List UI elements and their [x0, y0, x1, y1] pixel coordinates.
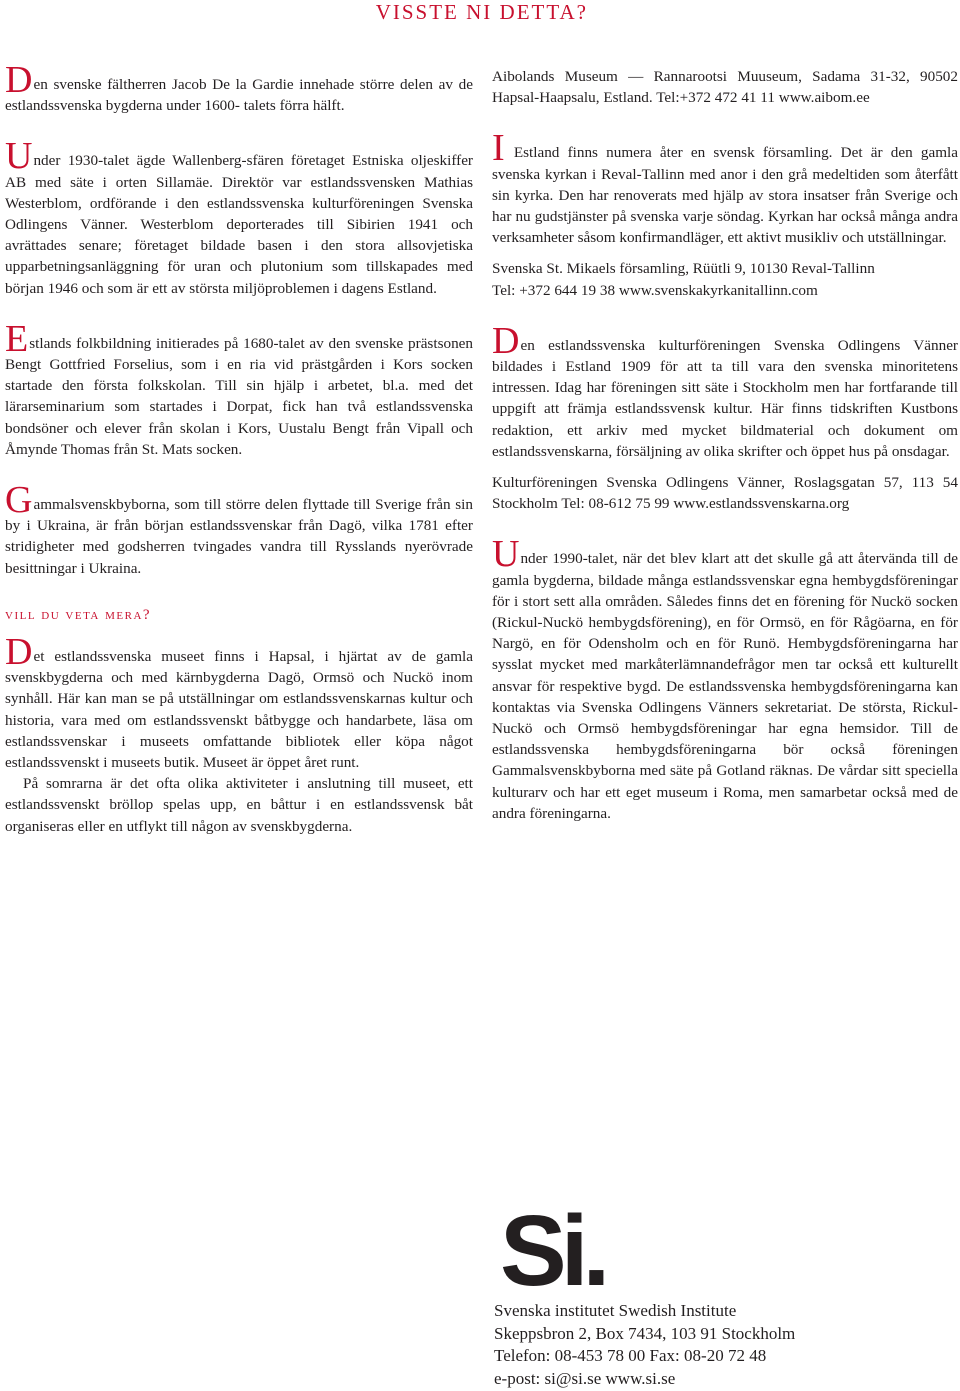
drop-cap: D — [5, 631, 33, 674]
left-column — [5, 59, 473, 837]
paragraph-summer: På somrarna är det ofta olika aktiviteter i anslutning till museet, ett estlandssvenskt bröllop spelas upp, en båttur i en estlandssvensk båt organiseras eller en utflykt till någon av svenskbygderna. — [5, 775, 473, 835]
church-address-line: Svenska St. Mikaels församling, Rüütli 9, 10130 Reval-Tallinn — [492, 260, 875, 278]
paragraph-text: en svenske fältherren Jacob De la Gardie innehade större delen av de estlandssvenska bygderna under 1600- talets förra hälft. — [5, 76, 473, 115]
paragraph-text: Estland finns numera åter en svensk församling. Det är den gamla svenska kyrkan i Reval-Tallinn med anor i den grå medeltiden som återfått sin kyrka. Den har renoverats med hjälp av stora insatser från Sverige och har nu gudstjänster på svenska varje söndag. Kyrkan har också många andra verksamheter såsom konfirmandläger, ett aktivt musikliv och utställningar. — [492, 144, 958, 247]
paragraph-text: ammalsvenskbyborna, som till större delen flyttade till Sverige från sin by i Ukraina, är från början estlandssvenskar från Dagö, vilka 1781 efter stridigheter med godsherren tvingades vandra till Rysslands nyerövrade besittningar i Ukraina. — [5, 496, 473, 577]
drop-cap: E — [5, 317, 29, 360]
paragraph-text: nder 1930-talet ägde Wallenberg-sfären företaget Estniska oljeskiffer AB med säte i orten Sillamäe. Direktör var estlandssvensken Mathias Westerblom, ordförande i den estlandssvenska kulturföreningen Svenska Odlingens Vänner. Westerblom deporterades till Sibirien 1941 och avrättades senare; företaget bildade basen i den stora allsovjetiska upparbetningsanläggning för uran och plutonium som tillskapades med början 1946 och som är ett av största miljöproblemen i dagens Estland. — [5, 152, 473, 297]
footer-contact — [494, 1300, 795, 1390]
drop-cap: D — [5, 59, 33, 101]
paragraph-text: stlands folkbildning initierades på 1680-talet av den svenske prästsonen Bengt Gottfried Forselius, som i en ria vid prästgården i Kors socken startade den första folkskolan. Till sin hjälp i arbetet, bl.a. med det lärarseminarium som startades i Dorpat, fick han två estlandssvenska bondsöner och elever från skolan i Kors, Uustalu Bengt från Vipall och Åmynde Thomas från St. Mats socken. — [5, 334, 473, 458]
paragraph-hembygd — [492, 533, 958, 824]
si-logo — [500, 1205, 620, 1290]
drop-cap: U — [5, 135, 33, 178]
paragraph-de-la-gardie — [5, 59, 473, 116]
drop-cap: G — [5, 479, 33, 522]
paragraph-folkbildning — [5, 317, 473, 460]
drop-cap: D — [492, 319, 520, 362]
church-contact-line: Tel: +372 644 19 38 www.svenskakyrkanitallinn.com — [492, 281, 818, 299]
paragraph-gammalsvenskbyborna — [5, 479, 473, 579]
society-address: Kulturföreningen Svenska Odlingens Vänner, Roslagsgatan 57, 113 54 Stockholm Tel: 08-612 75 99 www.estlandssvenskarna.org — [492, 474, 958, 513]
footer-institute: Svenska institutet Swedish Institute — [494, 1301, 737, 1320]
paragraph-church — [492, 127, 958, 248]
paragraph-wallenberg — [5, 135, 473, 298]
paragraph-text: et estlandssvenska museet finns i Hapsal, i hjärtat av de gamla svenskbygderna och med kärnbygderna Dagö, Ormsö och Nuckö inom synhåll. Här kan man se på utställningar om estlandssvenskarnas kultur och historia, vara med om estlandssvenskt båtbygge och handarbete, läsa om estlandssvenskar i museets omfattande bibliotek eller köpa något estlandssvenskt i museets butik. Museet är öppet året runt. — [5, 648, 473, 772]
drop-cap: U — [492, 533, 520, 576]
footer-address: Skeppsbron 2, Box 7434, 103 91 Stockholm — [494, 1323, 796, 1343]
si-logo-wordmark: Si. — [500, 1205, 605, 1290]
right-column — [492, 66, 958, 824]
paragraph-text: en estlandssvenska kulturföreningen Svenska Odlingens Vänner bildades i Estland 1909 för att ta till vara den svenska minoritetens intressen. Idag har föreningen sitt säte i Stockholm men har fortfarande till uppgift att främja estlandssvensk kultur. Här finns tidskriften Kustbons redaktion, ett arkiv med mycket bildmaterial och dokument om estlandssvenskarna, försäljning av olika skrifter och öppet hus på onsdagar. — [492, 336, 958, 460]
museum-address: Aibolands Museum — Rannarootsi Muuseum, Sadama 31-32, 90502 Hapsal-Haapsalu, Estland. Tel:+372 472 41 11 www.aibom.ee — [492, 68, 958, 107]
footer-email: e-post: si@si.se www.si.se — [494, 1368, 676, 1388]
section-heading: vill du veta mera? — [5, 606, 152, 623]
paragraph-society — [492, 319, 958, 462]
paragraph-text: nder 1990-talet, när det blev klart att det skulle gå att återvända till de gamla bygderna, bildade många estlandssvenskar egna hembygdsföreningar för i stort sett alla områden. Således finns det en förening för Nuckö socken (Rickul-Nuckö hembygdsförening), en för Ormsö, en för Rågöarna, en för Nargö, en för Odensholm och en för Runö. Hembygdsföreningarna har sysslat mycket med markåterlämnandefrågor men tar också ett kulturellt ansvar för respektive bygd. De estlandssvenska hembygdsföreningarna kan kontaktas via Svenska Odlingens Vänners sekretariat. De största, Rickul-Nuckö och Ormsö hembygdsföreningar har egna hemsidor. Till de estlandssvenska hembygdsföreningarna bör också föreningen Gammalsvenskbyborna med säte på Gotland räknas. De vårdar sitt speciella kulturarv och har ett eget museum i Roma, men samarbetar också med de andra föreningarna. — [492, 550, 958, 822]
church-address — [492, 258, 958, 300]
paragraph-museum — [5, 631, 473, 773]
drop-cap: I — [492, 127, 505, 170]
page-title: VISSTE NI DETTA? — [375, 0, 588, 24]
footer-phone: Telefon: 08-453 78 00 Fax: 08-20 72 48 — [494, 1346, 767, 1365]
page-header — [320, 0, 960, 28]
